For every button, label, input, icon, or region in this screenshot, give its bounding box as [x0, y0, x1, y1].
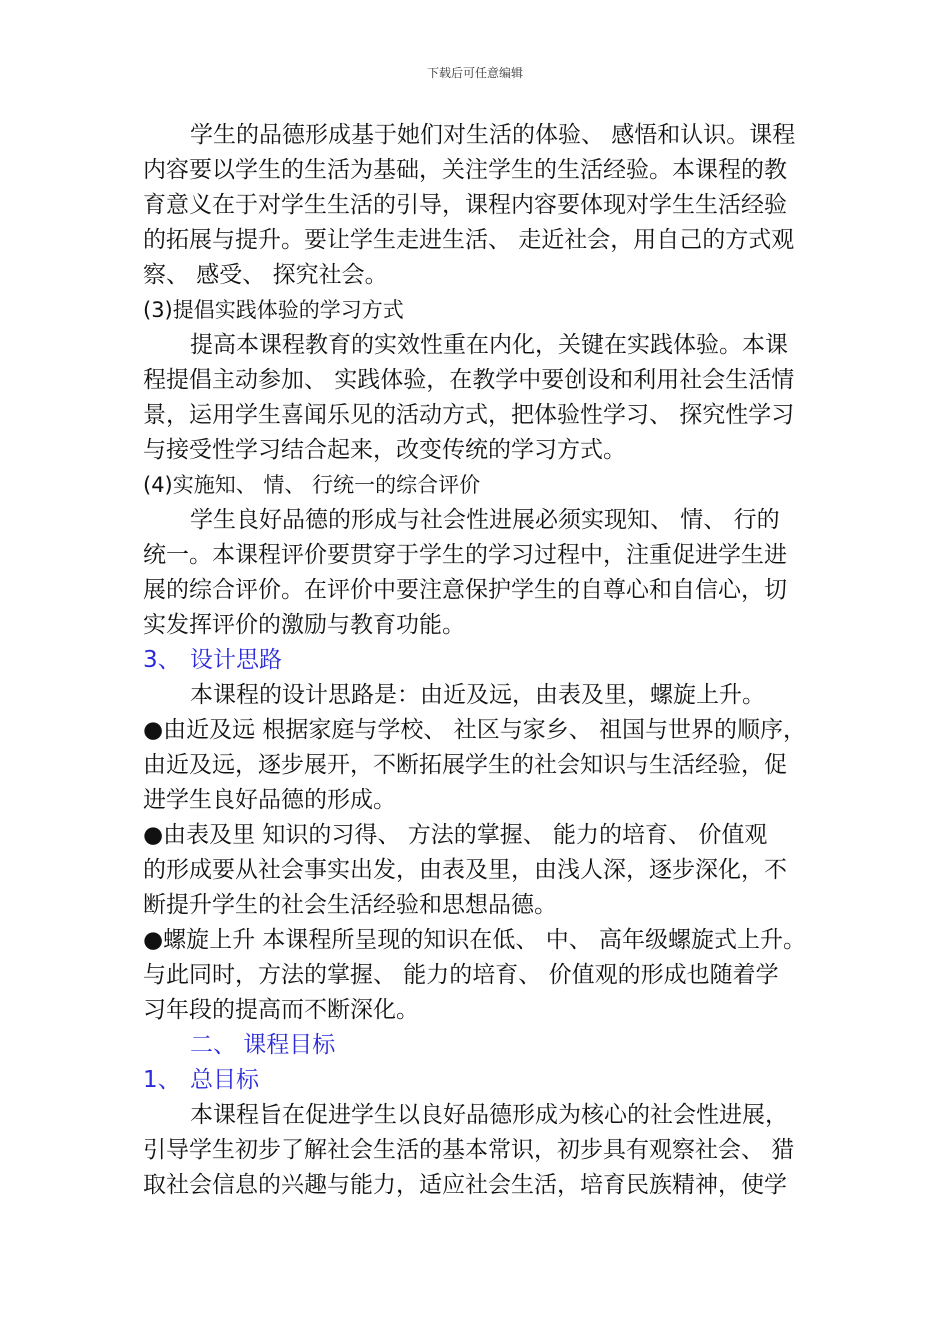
text-line: 取社会信息的兴趣与能力，适应社会生活，培育民族精神，使学 [143, 1172, 787, 1198]
text-line: 的形成要从社会事实出发，由表及里，由浅人深，逐步深化，不 [143, 857, 787, 883]
text-line: 与此同时，方法的掌握、 能力的培育、 价值观的形成也随着学 [143, 962, 779, 988]
text-line: (4)实施知、 情、 行统一的综合评价 [143, 473, 481, 497]
text-line: 断提升学生的社会生活经验和思想品德。 [143, 892, 557, 918]
heading-number: 3、 [143, 647, 181, 673]
text-line: 的拓展与提升。要让学生走进生活、 走近社会，用自己的方式观 [143, 227, 795, 253]
text-line: 习年段的提高而不断深化。 [143, 997, 419, 1023]
text-line: ●由近及远 根据家庭与学校、 社区与家乡、 祖国与世界的顺序， [143, 717, 807, 743]
document-body [143, 118, 823, 1203]
text-line: (3)提倡实践体验的学习方式 [143, 298, 404, 322]
text-line: 进学生良好品德的形成。 [143, 787, 396, 813]
text-line: 内容要以学生的生活为基础，关注学生的生活经验。本课程的教 [143, 157, 787, 183]
text-line: 本课程的设计思路是：由近及远，由表及里，螺旋上升。 [190, 682, 765, 708]
text-line: 学生的品德形成基于她们对生活的体验、 感悟和认识。课程 [190, 122, 796, 148]
text-line: 由近及远，逐步展开，不断拓展学生的社会知识与生活经验，促 [143, 752, 787, 778]
section-heading [143, 1063, 823, 1098]
text-line: 育意义在于对学生生活的引导，课程内容要体现对学生生活经验 [143, 192, 787, 218]
text-line: 与接受性学习结合起来，改变传统的学习方式。 [143, 437, 626, 463]
heading-number: 1、 [143, 1067, 181, 1093]
text-line: 本课程旨在促进学生以良好品德形成为核心的社会性进展， [190, 1102, 788, 1128]
text-line: 展的综合评价。在评价中要注意保护学生的自尊心和自信心，切 [143, 577, 787, 603]
heading-title: 设计思路 [190, 647, 282, 673]
text-line: 实发挥评价的激励与教育功能。 [143, 612, 465, 638]
text-line: ●由表及里 知识的习得、 方法的掌握、 能力的培育、 价值观 [143, 822, 768, 848]
section-heading [143, 643, 823, 678]
text-line: 学生良好品德的形成与社会性进展必须实现知、 情、 行的 [190, 507, 780, 533]
text-line: 提高本课程教育的实效性重在内化，关键在实践体验。本课 [190, 332, 788, 358]
text-line: 引导学生初步了解社会生活的基本常识，初步具有观察社会、 猎 [143, 1137, 795, 1163]
text-line: ●螺旋上升 本课程所呈现的知识在低、 中、 高年级螺旋式上升。 [143, 927, 807, 953]
text-line: 景，运用学生喜闻乐见的活动方式，把体验性学习、 探究性学习 [143, 402, 795, 428]
page-header: 下载后可任意编辑 [426, 66, 523, 80]
text-line: 察、 感受、 探究社会。 [143, 262, 388, 288]
text-line: 程提倡主动参加、 实践体验，在教学中要创设和利用社会生活情 [143, 367, 795, 393]
heading-title: 总目标 [190, 1067, 259, 1093]
text-line: 统一。本课程评价要贯穿于学生的学习过程中，注重促进学生进 [143, 542, 787, 568]
section-heading: 二、 课程目标 [190, 1032, 336, 1058]
